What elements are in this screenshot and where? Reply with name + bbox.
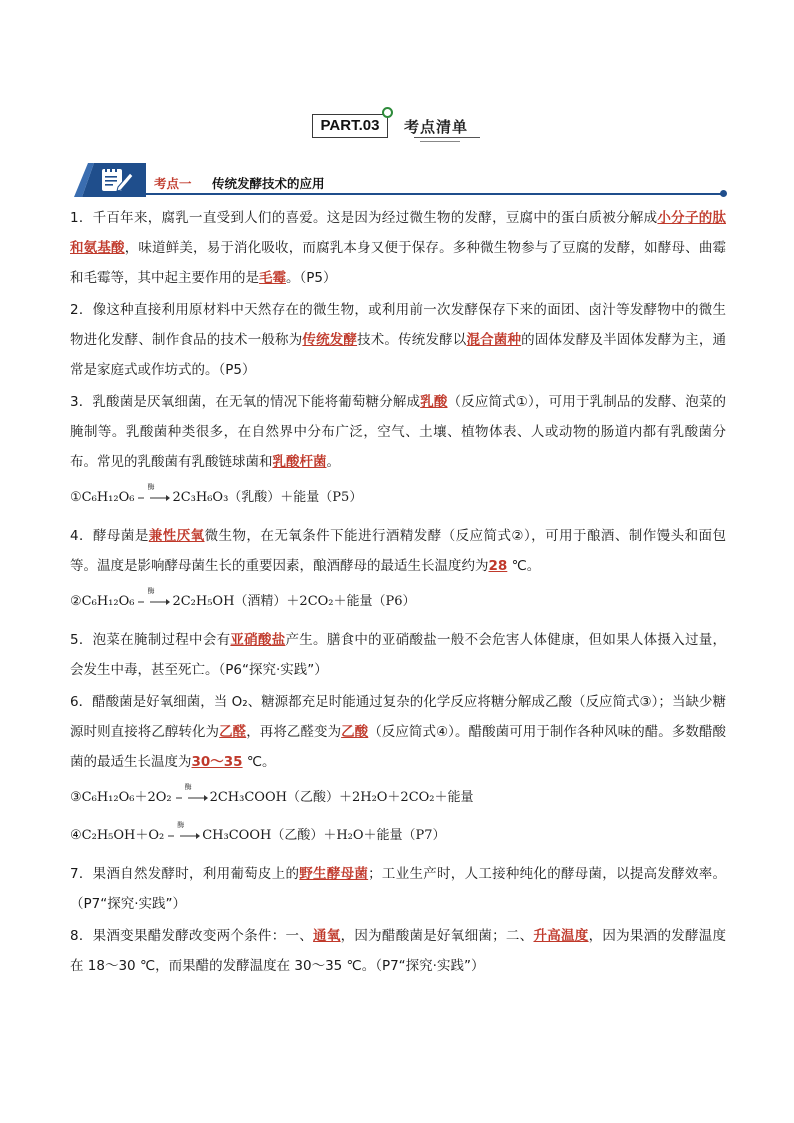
equation-products: 2C₂H₅OH（酒精）＋2CO₂＋能量（P6） <box>172 594 416 609</box>
equation-eq3 <box>70 783 726 813</box>
answer-text: 小分子的肽和氨基酸 <box>70 210 727 256</box>
equation-reactants: ③C₆H₁₂O₆＋2O₂ <box>70 790 172 805</box>
paragraph-text: ℃。 <box>507 558 541 574</box>
answer-text: 乳酸杆菌 <box>272 454 327 470</box>
paragraph-text: 微生物，在无氧条件下能进行酒精发酵（反应简式②），可用于酿酒、制作馒头和面包等。温度是影响酵母菌生长的重要因素，酿酒酵母的最适生长温度约为 <box>70 528 726 574</box>
paragraph-text: 1．千百年来，腐乳一直受到人们的喜爱。这是因为经过微生物的发酵，豆腐中的蛋白质被分解成 <box>70 210 658 226</box>
paragraph-text: 8．果酒变果醋发酵改变两个条件：一、 <box>70 928 314 944</box>
section-header <box>74 163 734 197</box>
equation-products: CH₃COOH（乙酸）＋H₂O＋能量（P7） <box>202 828 446 843</box>
paragraph-text: 技术。传统发酵以 <box>357 332 467 348</box>
paragraph-p6 <box>70 687 726 777</box>
equation-reactants: ②C₆H₁₂O₆ <box>70 594 135 609</box>
answer-text: 30～35 <box>191 754 243 770</box>
paragraph-p3 <box>70 387 726 477</box>
enzyme-label: 酶 <box>177 820 185 829</box>
paragraph-p7 <box>70 859 726 919</box>
paragraph-p5 <box>70 625 726 685</box>
paragraph-text: （反应简式①），可用于乳制品的发酵、泡菜的腌制等。乳酸菌种类很多，在自然界中分布广泛，空气、土壤、植物体表、人或动物的肠道内都有乳酸菌分布。常见的乳酸菌有乳酸链球菌和 <box>70 394 727 470</box>
paragraph-text: ；工业生产时，人工接种纯化的酵母菌，以提高发酵效率。（P7“探究·实践”） <box>70 866 727 912</box>
answer-text: 乳酸 <box>420 394 448 410</box>
enzyme-arrow-icon <box>136 586 170 609</box>
paragraph-text: ，再将乙醛变为 <box>246 724 342 740</box>
paragraph-text: 4．酵母菌是 <box>70 528 149 544</box>
content-body <box>70 203 726 983</box>
answer-text: 乙醛 <box>219 724 247 740</box>
answer-text: 野生酵母菌 <box>299 866 369 882</box>
section-divider <box>146 193 722 195</box>
enzyme-label: 酶 <box>147 482 155 491</box>
paragraph-p4 <box>70 521 726 581</box>
paragraph-text: 2．像这种直接利用原材料中天然存在的微生物，或利用前一次发酵保存下来的面团、卤汁等发酵物中的微生物进化发酵、制作食品的技术一般称为 <box>70 302 726 348</box>
ring-icon <box>382 107 393 118</box>
paragraph-text: ，因为醋酸菌是好氧细菌；二、 <box>340 928 534 944</box>
paragraph-text: ℃。 <box>242 754 276 770</box>
equation-reactants: ④C₂H₅OH＋O₂ <box>70 828 165 843</box>
answer-text: 升高温度 <box>533 928 589 944</box>
equation-products: 2CH₃COOH（乙酸）＋2H₂O＋2CO₂＋能量 <box>209 790 474 805</box>
enzyme-label: 酶 <box>147 586 155 595</box>
enzyme-arrow-icon <box>174 782 208 805</box>
enzyme-label: 酶 <box>184 782 192 791</box>
answer-text: 通氧 <box>313 928 341 944</box>
notepad-pencil-icon <box>74 163 146 197</box>
part-label: PART.03 <box>312 114 388 138</box>
equation-reactants: ①C₆H₁₂O₆ <box>70 490 135 505</box>
enzyme-arrow-icon <box>166 820 200 843</box>
equation-products: 2C₃H₆O₃（乳酸）＋能量（P5） <box>172 490 363 505</box>
paragraph-text: 的固体发酵及半固体发酵为主，通常是家庭式或作坊式的。（P5） <box>70 332 727 378</box>
section-title: 传统发酵技术的应用 <box>212 176 325 191</box>
paragraph-p8 <box>70 921 726 981</box>
paragraph-text: ，味道鲜美，易于消化吸收，而腐乳本身又便于保存。多种微生物参与了豆腐的发酵，如酵母、曲霉和毛霉等，其中起主要作用的是 <box>70 240 727 286</box>
answer-text: 亚硝酸盐 <box>230 632 286 648</box>
paragraph-text: 3．乳酸菌是厌氧细菌，在无氧的情况下能将葡萄糖分解成 <box>70 394 421 410</box>
paragraph-text: 。 <box>326 454 340 470</box>
paragraph-text: 7．果酒自然发酵时，利用葡萄皮上的 <box>70 866 300 882</box>
equation-eq4 <box>70 821 726 851</box>
paragraph-p1 <box>70 203 726 293</box>
paragraph-text: ，因为果酒的发酵温度在 18～30 ℃，而果醋的发酵温度在 30～35 ℃。（P7“探究·实践”） <box>70 928 727 974</box>
enzyme-arrow-icon <box>136 482 170 505</box>
paragraph-text: 6．醋酸菌是好氧细菌，当 O₂、糖源都充足时能通过复杂的化学反应将糖分解成乙酸（反应简式③）；当缺少糖源时则直接将乙醇转化为 <box>70 694 726 740</box>
title-underline-short <box>420 141 460 142</box>
paragraph-text: 产生。膳食中的亚硝酸盐一般不会危害人体健康，但如果人体摄入过量，会发生中毒，甚至死亡。（P6“探究·实践”） <box>70 632 727 678</box>
part-header <box>0 112 794 142</box>
section-label: 考点一 <box>154 176 192 191</box>
paragraph-text: 5．泡菜在腌制过程中会有 <box>70 632 231 648</box>
equation-eq1 <box>70 483 726 513</box>
answer-text: 兼性厌氧 <box>148 528 205 544</box>
paragraph-text: （反应简式④）。醋酸菌可用于制作各种风味的醋。多数醋酸菌的最适生长温度为 <box>70 724 727 770</box>
answer-text: 混合菌种 <box>466 332 522 348</box>
paragraph-p2 <box>70 295 726 385</box>
answer-text: 毛霉 <box>259 270 286 286</box>
equation-eq2 <box>70 587 726 617</box>
section-divider-dot <box>720 190 727 197</box>
part-title: 考点清单 <box>404 118 469 136</box>
title-underline <box>414 137 480 138</box>
answer-text: 28 <box>488 558 508 574</box>
answer-text: 传统发酵 <box>302 332 358 348</box>
answer-text: 乙酸 <box>341 724 369 740</box>
paragraph-text: 。（P5） <box>286 270 337 286</box>
